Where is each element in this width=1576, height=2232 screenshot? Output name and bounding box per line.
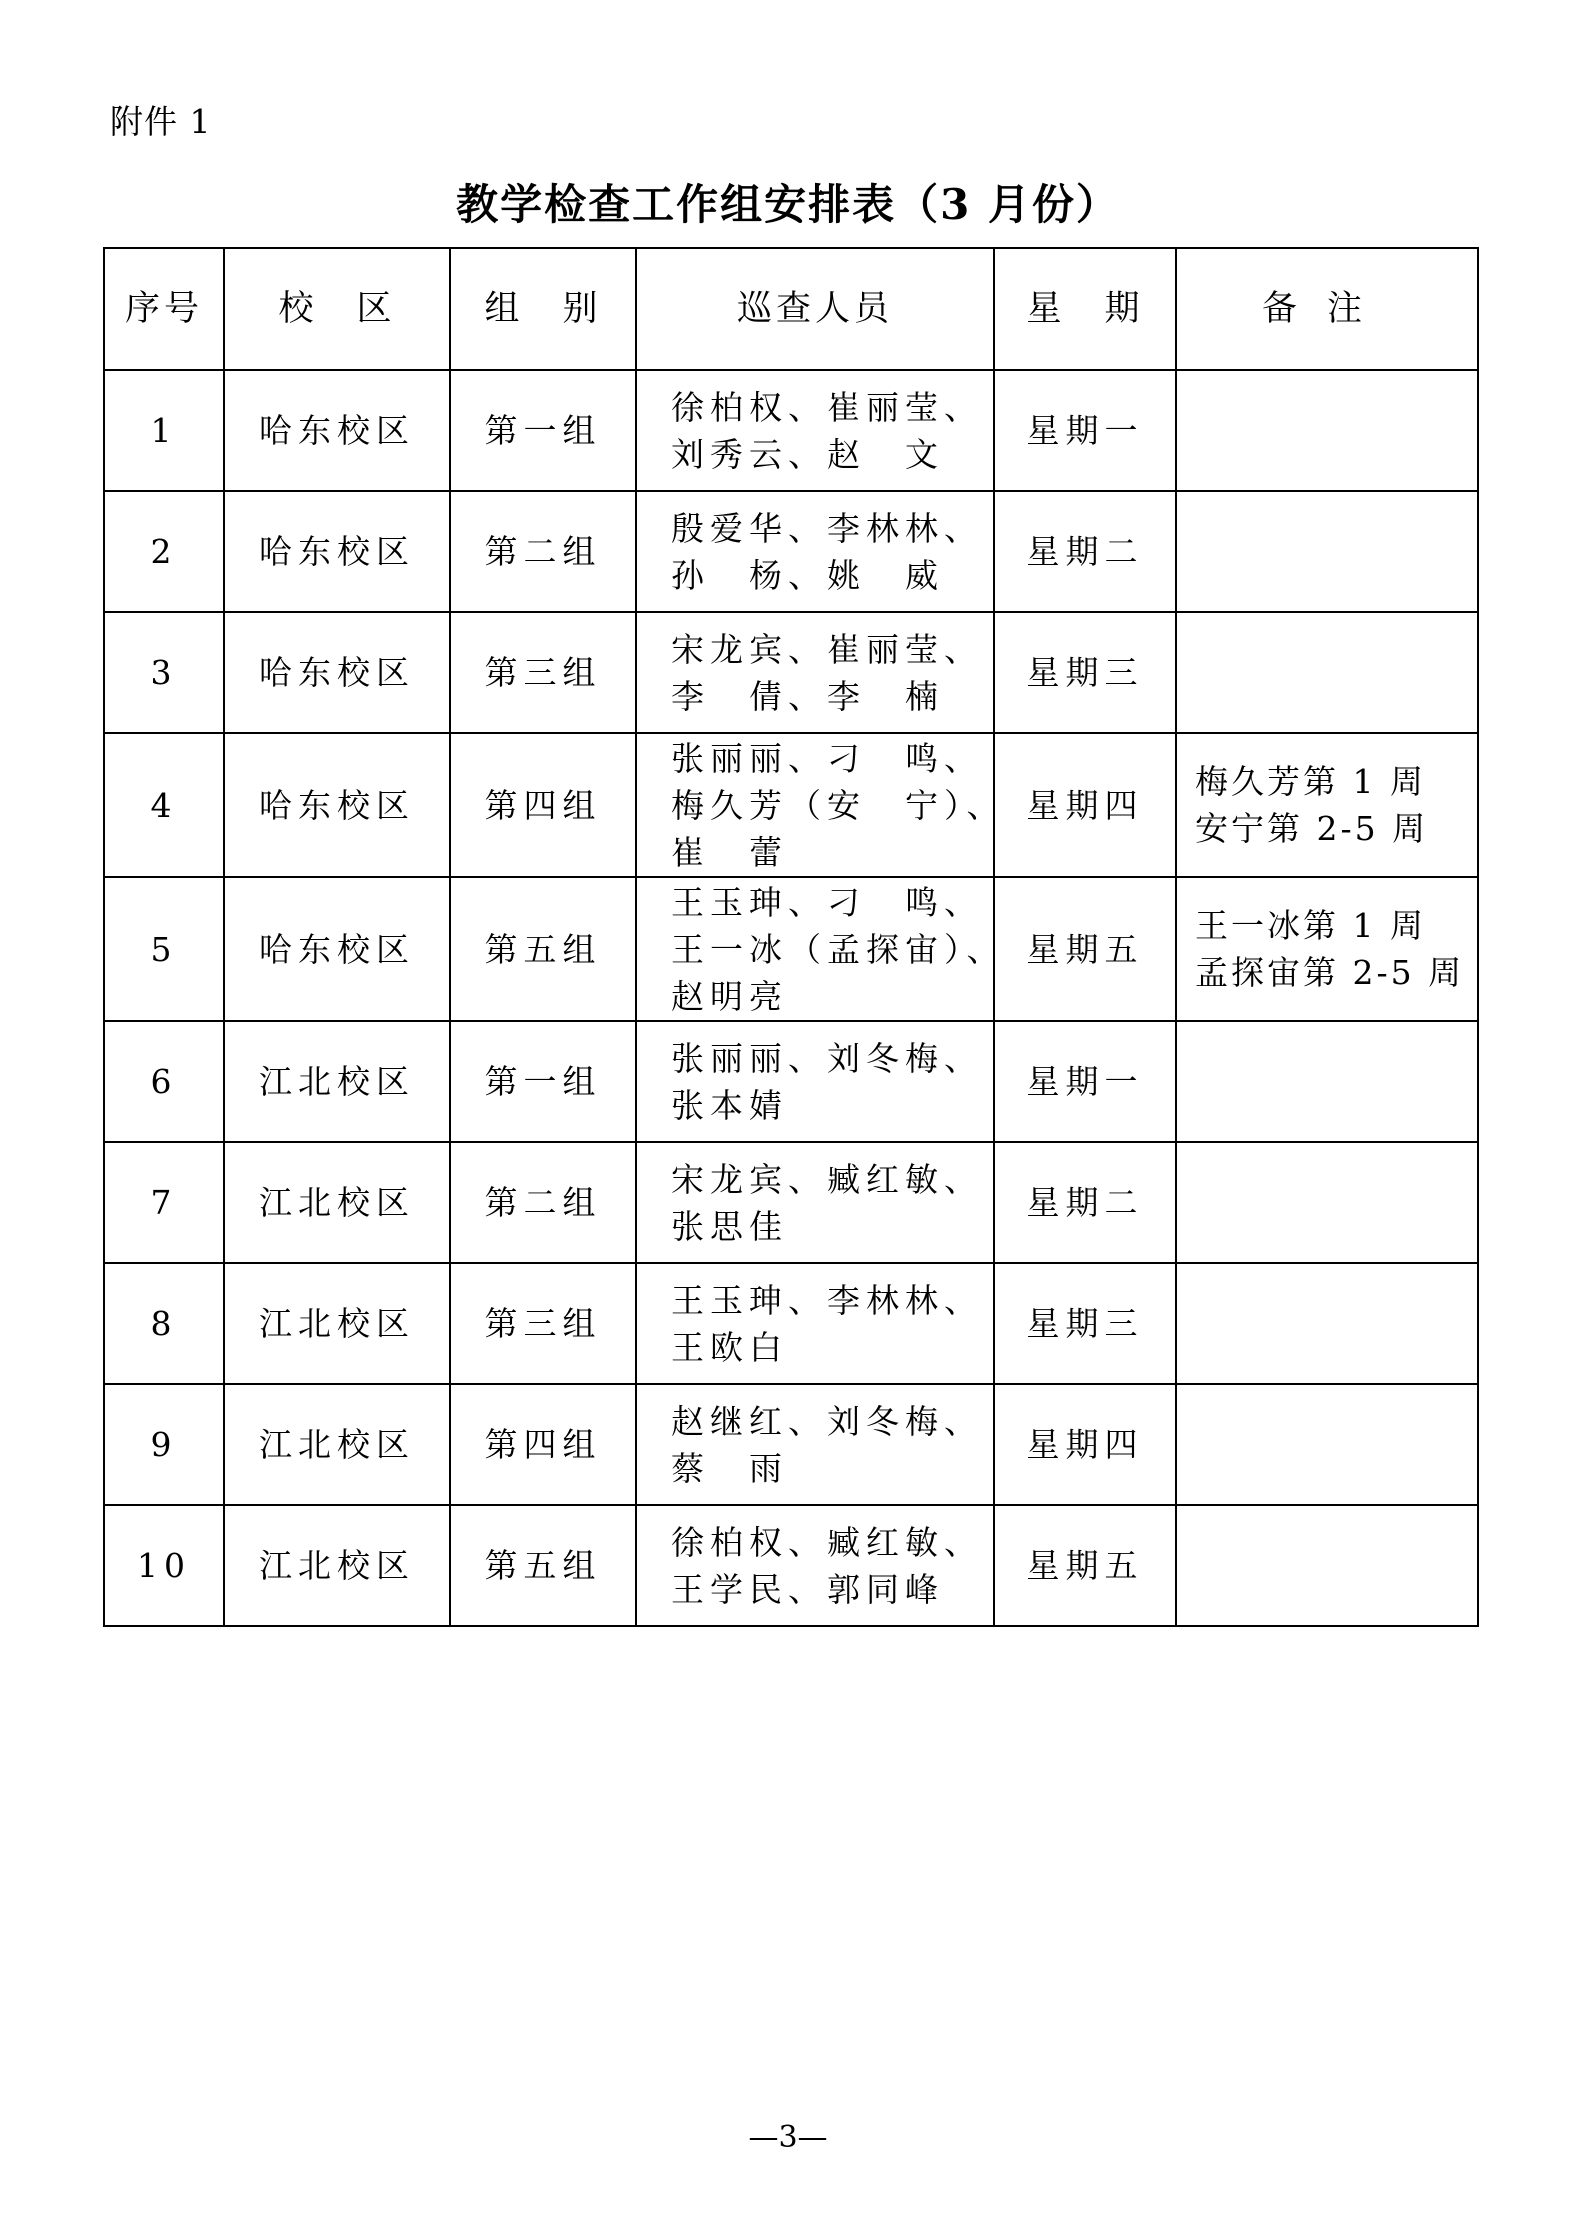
cell-group: 第四组 [450,733,636,877]
staff-line: 张本婧 [671,1085,788,1125]
cell-index: 9 [104,1384,224,1505]
cell-staff [636,1263,994,1384]
cell-weekday: 星期四 [994,1384,1176,1505]
cell-index: 8 [104,1263,224,1384]
cell-notes [1176,1505,1478,1626]
cell-index: 2 [104,491,224,612]
staff-line: 崔 蕾 [671,832,788,872]
cell-group: 第五组 [450,877,636,1021]
staff-line: 王一冰（孟探宙）、 [671,929,1006,969]
cell-index: 3 [104,612,224,733]
cell-notes [1176,1021,1478,1142]
cell-group: 第四组 [450,1384,636,1505]
table-row [104,733,1478,877]
cell-weekday: 星期二 [994,491,1176,612]
table-row [104,877,1478,1021]
staff-line: 李 倩、李 楠 [671,676,944,716]
cell-group: 第二组 [450,1142,636,1263]
cell-group: 第二组 [450,491,636,612]
cell-weekday: 星期三 [994,1263,1176,1384]
table-row [104,1021,1478,1142]
cell-staff [636,1021,994,1142]
cell-staff [636,1505,994,1626]
staff-line: 赵明亮 [671,976,788,1016]
table-row [104,491,1478,612]
attachment-label: 附件 1 [110,102,212,141]
cell-staff [636,491,994,612]
cell-notes [1176,612,1478,733]
column-header-weekday: 星 期 [994,248,1176,370]
staff-line: 蔡 雨 [671,1448,788,1488]
staff-line: 宋龙宾、崔丽莹、 [671,629,983,669]
table-row [104,612,1478,733]
table-row [104,370,1478,491]
cell-weekday: 星期四 [994,733,1176,877]
note-line: 王一冰第 1 周 [1195,906,1426,945]
cell-index: 7 [104,1142,224,1263]
staff-line: 徐柏权、崔丽莹、 [671,387,983,427]
staff-line: 宋龙宾、臧红敏、 [671,1159,983,1199]
page-number: —3— [748,2120,828,2155]
cell-index: 4 [104,733,224,877]
cell-staff [636,733,1006,877]
cell-group: 第一组 [450,370,636,491]
cell-index: 10 [104,1505,224,1626]
staff-line: 王学民、郭同峰 [671,1569,944,1609]
cell-group: 第一组 [450,1021,636,1142]
cell-notes [1176,491,1478,612]
cell-notes [1176,877,1478,1021]
column-header-campus: 校 区 [224,248,450,370]
cell-index: 5 [104,877,224,1021]
cell-campus: 江北校区 [224,1021,450,1142]
cell-campus: 哈东校区 [224,370,450,491]
table-row [104,1505,1478,1626]
cell-group: 第五组 [450,1505,636,1626]
table-row [104,1142,1478,1263]
inspection-schedule-table [103,247,1479,1627]
staff-line: 孙 杨、姚 威 [671,555,944,595]
cell-notes [1176,1384,1478,1505]
cell-campus: 江北校区 [224,1505,450,1626]
cell-notes [1176,1142,1478,1263]
cell-group: 第三组 [450,612,636,733]
cell-group: 第三组 [450,1263,636,1384]
staff-line: 王欧白 [671,1327,788,1367]
staff-line: 王玉珅、刁 鸣、 [671,882,983,922]
staff-line: 张思佳 [671,1206,788,1246]
note-line: 梅久芳第 1 周 [1195,762,1426,801]
column-header-index: 序号 [104,248,224,370]
staff-line: 张丽丽、刁 鸣、 [671,738,983,778]
cell-staff [636,612,994,733]
cell-campus: 哈东校区 [224,612,450,733]
document-title: 教学检查工作组安排表（3 月份） [456,180,1120,229]
table-row [104,1263,1478,1384]
cell-staff [636,1142,994,1263]
cell-weekday: 星期五 [994,877,1176,1021]
cell-campus: 哈东校区 [224,491,450,612]
table-header-row [104,248,1478,370]
staff-line: 王玉珅、李林林、 [671,1280,983,1320]
staff-line: 殷爱华、李林林、 [671,508,983,548]
cell-staff [636,370,994,491]
column-header-notes: 备注 [1176,248,1478,370]
staff-line: 徐柏权、臧红敏、 [671,1522,983,1562]
cell-index: 1 [104,370,224,491]
cell-campus: 哈东校区 [224,877,450,1021]
table-body [104,370,1478,1626]
cell-staff [636,877,1006,1021]
cell-campus: 哈东校区 [224,733,450,877]
cell-campus: 江北校区 [224,1142,450,1263]
cell-notes [1176,1263,1478,1384]
cell-campus: 江北校区 [224,1384,450,1505]
staff-line: 梅久芳（安 宁）、 [671,785,1006,825]
staff-line: 刘秀云、赵 文 [671,434,944,474]
cell-weekday: 星期五 [994,1505,1176,1626]
cell-index: 6 [104,1021,224,1142]
cell-weekday: 星期一 [994,370,1176,491]
cell-campus: 江北校区 [224,1263,450,1384]
note-line: 安宁第 2-5 周 [1195,809,1429,848]
cell-weekday: 星期三 [994,612,1176,733]
column-header-staff: 巡查人员 [636,248,994,370]
cell-notes [1176,370,1478,491]
staff-line: 赵继红、刘冬梅、 [671,1401,983,1441]
note-line: 孟探宙第 2-5 周 [1195,953,1465,992]
cell-weekday: 星期二 [994,1142,1176,1263]
column-header-group: 组 别 [450,248,636,370]
cell-weekday: 星期一 [994,1021,1176,1142]
table-row [104,1384,1478,1505]
cell-staff [636,1384,994,1505]
staff-line: 张丽丽、刘冬梅、 [671,1038,983,1078]
cell-notes [1176,733,1478,877]
